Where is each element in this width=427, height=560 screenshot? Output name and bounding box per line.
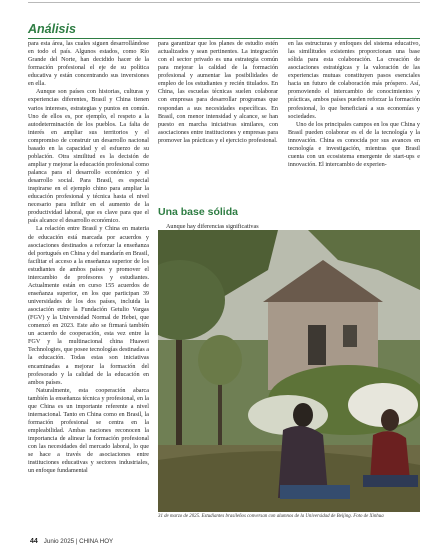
paragraph: para esta área, las cuales siguen desarrollándose en todo el país. Algunos estados, como Río Grande del Norte, han decidido hacer de la formación profesional el eje de su política educativa y están concentrando sus inversiones en ella. [28, 41, 149, 88]
top-rule [28, 2, 420, 3]
paragraph: para garantizar que los planes de estudio estén actualizados y sean pertinentes. La integración con el sector privado es una estrategia común para mejorar la calidad de la formación profesional y aumentar las posibilidades de empleo de los estudiantes y recién titulados. En China, las escuelas técnicas suelen colaborar con empresas para desarrollar programas que respondan a sus necesidades específicas. En Brasil, con menor intensidad y alcance, se han puesto en marcha iniciativas similares, con asociaciones entre instituciones y empresas para promover las prácticas y el ejercicio profesional. [158, 41, 278, 144]
section-title: Análisis [28, 22, 76, 36]
photo-credit: Foto de Xinhua [353, 514, 384, 519]
subheading: Una base sólida [158, 206, 238, 218]
photo-caption [158, 514, 420, 520]
caption-text: 31 de marzo de 2025. Estudiantes brasileños conversan con alumnos de la Universidad de Beijing. [158, 514, 352, 519]
paragraph: Aunque son países con historias, culturas y experiencias diferentes, Brasil y China tienen varios intereses, estrategias y puntos en común. Uno de ellos es, por ejemplo, el respeto a la autodeterminación de los pueblos. La falta de interés en ampliar sus territorios y el compromiso de construir un desarrollo nacional basado en la capacidad y el esfuerzo de su población. Otra similitud es la decisión de ampliar y mejorar la educación profesional como palanca para el desarrollo económico y el desarrollo social. Para Brasil, es especial inspirarse en el ejemplo chino para ampliar la educación profesional y técnica hasta el nivel necesario para influir en el aumento de la productividad laboral, que es clave para que el país alcance el desarrollo económico. [28, 89, 149, 225]
column-2 [158, 40, 278, 145]
issue-info: Junio 2025 | CHINA HOY [43, 538, 114, 545]
paragraph: La relación entre Brasil y China en materia de educación está marcada por acuerdos y asociaciones destinados a reforzar la enseñanza del portugués en China y del mandarín en Brasil, facilitar el acceso a la enseñanza superior de los estudiantes de ambos países y promover el intercambio de profesores y estudiantes. Actualmente están en curso 155 acuerdos de enseñanza superior, en los que participan 39 universidades de los dos países, incluida la asociación entre la Fundación Getulio Vargas (FGV) y la Universidad Normal de Hebei, que comenzó en 2023. Este año se firmará también un acuerdo de cooperación, esta vez entre la FGV y la multinacional china Huawei Technologies, que posee tecnologías destinadas a la educación. Todas estas son iniciativas encaminadas a mejorar la formación del profesorado y la calidad de la educación en ambos países. [28, 226, 149, 386]
page-footer [30, 538, 113, 545]
paragraph: Uno de los principales campos en los que China y Brasil pueden colaborar es el de la tecnología y la innovación. China es conocida por sus avances en tecnología e investigación, mientras que Brasil cuenta con un ecosistema emergente de start-ups e innovación. El intercambio de experien- [288, 121, 420, 168]
paragraph: en las estructuras y enfoques del sistema educativo, las similitudes existentes proporcionan una base sólida para esta colaboración. La creación de asociaciones estratégicas y la valoración de las experiencias mutuas constituyen pasos esenciales hacia un futuro de colaboración más próspero. Así, promoviendo el intercambio de conocimientos y prácticas, ambos países pueden reforzar la formación profesional, lo que beneficiará a sus economías y sociedades. [288, 41, 420, 120]
paragraph: Naturalmente, esta cooperación abarca también la enseñanza técnica y profesional, en la que China es un importante referente a nivel internacional. Tanto en China como en Brasil, la formación profesional se centra en la empleabilidad. Ambas naciones reconocen la importancia de alinear la formación profesional con las necesidades del mercado laboral, lo que se hace a través de asociaciones entre instituciones educativas y sectores industriales, un enfoque fundamental [28, 387, 149, 475]
photo-students [158, 230, 420, 512]
column-1 [28, 40, 149, 475]
paragraph: Aunque hay diferencias significativas [166, 224, 259, 230]
page-number: 44 [30, 538, 38, 545]
column-3 [288, 40, 420, 169]
section-rule [28, 38, 420, 39]
